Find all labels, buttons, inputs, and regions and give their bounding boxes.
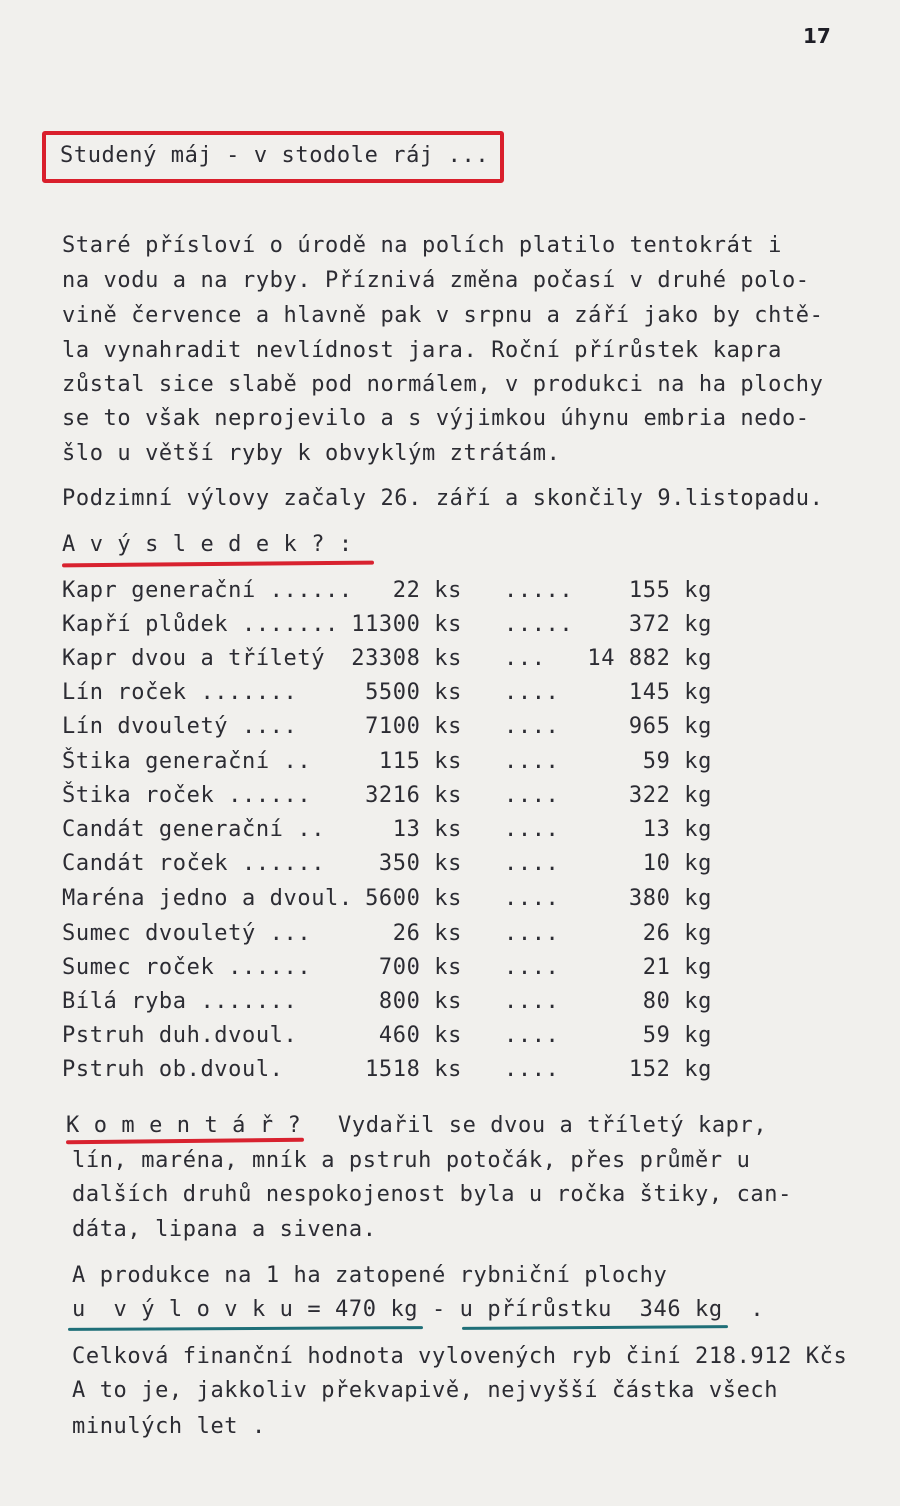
row-dots: .... — [504, 714, 560, 739]
weight-kg: 10 kg — [642, 851, 712, 876]
row-dots: .... — [504, 817, 560, 842]
intro-line: šlo u větší ryby k obvyklým ztrátám. — [62, 441, 561, 466]
weight-kg: 80 kg — [642, 989, 712, 1014]
production-values: u v ý l o v k u = 470 kg - u přírůstku 346 kg . — [72, 1297, 765, 1322]
intro-line: vině července a hlavně pak v srpnu a září jako by chtě- — [62, 303, 824, 328]
result-underline — [62, 561, 374, 568]
count-ks: 5500 ks — [365, 680, 462, 705]
fish-name: Štika roček ...... — [62, 783, 312, 808]
fish-name: Kapr generační ...... — [62, 578, 353, 603]
comment-first-line: Vydařil se dvou a tříletý kapr, — [338, 1113, 768, 1138]
page-title: Studený máj - v stodole ráj ... — [60, 143, 490, 168]
weight-kg: 14 882 kg — [587, 646, 712, 671]
row-dots: ..... — [504, 578, 574, 603]
weight-kg: 26 kg — [642, 921, 712, 946]
prirustek-underline — [462, 1325, 728, 1330]
page-number: 17 — [803, 24, 831, 48]
fish-name: Lín dvouletý .... — [62, 714, 298, 739]
comment-line: lín, maréna, mník a pstruh potočák, přes průměr u — [72, 1148, 751, 1173]
fish-name: Candát roček ...... — [62, 851, 326, 876]
row-dots: .... — [504, 886, 560, 911]
count-ks: 22 ks — [392, 578, 462, 603]
count-ks: 3216 ks — [365, 783, 462, 808]
fish-name: Sumec dvouletý ... — [62, 921, 312, 946]
intro-line: Staré přísloví o úrodě na polích platilo tentokrát i — [62, 233, 782, 258]
fish-name: Sumec roček ...... — [62, 955, 312, 980]
count-ks: 350 ks — [378, 851, 462, 876]
comment-line: dáta, lipana a sivena. — [72, 1217, 377, 1242]
weight-kg: 152 kg — [628, 1057, 712, 1082]
comment-heading: K o m e n t á ř ? — [66, 1113, 302, 1138]
fish-name: Kapr dvou a tříletý — [62, 646, 326, 671]
weight-kg: 59 kg — [642, 1023, 712, 1048]
count-ks: 7100 ks — [365, 714, 462, 739]
count-ks: 700 ks — [378, 955, 462, 980]
weight-kg: 322 kg — [628, 783, 712, 808]
weight-kg: 155 kg — [628, 578, 712, 603]
closing-line: minulých let . — [72, 1414, 266, 1439]
row-dots: .... — [504, 1057, 560, 1082]
fish-name: Maréna jedno a dvoul. — [62, 886, 353, 911]
row-dots: .... — [504, 1023, 560, 1048]
intro-line: se to však neprojevilo a s výjimkou úhynu embria nedo- — [62, 406, 810, 431]
intro-line: zůstal sice slabě pod normálem, v produkci na ha plochy — [62, 372, 824, 397]
count-ks: 1518 ks — [365, 1057, 462, 1082]
row-dots: .... — [504, 955, 560, 980]
fish-name: Lín roček ....... — [62, 680, 298, 705]
weight-kg: 372 kg — [628, 612, 712, 637]
count-ks: 26 ks — [392, 921, 462, 946]
production-line: A produkce na 1 ha zatopené rybniční plochy — [72, 1263, 668, 1288]
weight-kg: 13 kg — [642, 817, 712, 842]
comment-underline — [66, 1138, 304, 1144]
row-dots: .... — [504, 783, 560, 808]
fish-name: Štika generační .. — [62, 749, 312, 774]
row-dots: .... — [504, 851, 560, 876]
fish-name: Kapří plůdek ....... — [62, 612, 339, 637]
count-ks: 800 ks — [378, 989, 462, 1014]
weight-kg: 965 kg — [628, 714, 712, 739]
result-heading: A v ý s l e d e k ? : — [62, 532, 353, 557]
closing-line: Celková finanční hodnota vylovených ryb činí 218.912 Kčs — [72, 1344, 848, 1369]
row-dots: .... — [504, 680, 560, 705]
fish-name: Bílá ryba ....... — [62, 989, 298, 1014]
comment-line: dalších druhů nespokojenost byla u ročka štiky, can- — [72, 1182, 792, 1207]
row-dots: .... — [504, 989, 560, 1014]
weight-kg: 145 kg — [628, 680, 712, 705]
intro-line: na vodu a na ryby. Příznivá změna počasí v druhé polo- — [62, 268, 810, 293]
weight-kg: 380 kg — [628, 886, 712, 911]
count-ks: 13 ks — [392, 817, 462, 842]
weight-kg: 59 kg — [642, 749, 712, 774]
vylovek-underline — [68, 1326, 423, 1331]
row-dots: .... — [504, 749, 560, 774]
row-dots: .... — [504, 921, 560, 946]
weight-kg: 21 kg — [642, 955, 712, 980]
row-dots: ..... — [504, 612, 574, 637]
row-dots: ... — [504, 646, 546, 671]
count-ks: 23308 ks — [351, 646, 462, 671]
count-ks: 460 ks — [378, 1023, 462, 1048]
count-ks: 11300 ks — [351, 612, 462, 637]
count-ks: 5600 ks — [365, 886, 462, 911]
intro-line: la vynahradit nevlídnost jara. Roční přírůstek kapra — [62, 338, 782, 363]
fish-name: Pstruh duh.dvoul. — [62, 1023, 298, 1048]
closing-line: A to je, jakkoliv překvapivě, nejvyšší částka všech — [72, 1378, 779, 1403]
harvest-dates: Podzimní výlovy začaly 26. září a skončily 9.listopadu. — [62, 486, 824, 511]
fish-name: Pstruh ob.dvoul. — [62, 1057, 284, 1082]
fish-name: Candát generační .. — [62, 817, 326, 842]
count-ks: 115 ks — [378, 749, 462, 774]
